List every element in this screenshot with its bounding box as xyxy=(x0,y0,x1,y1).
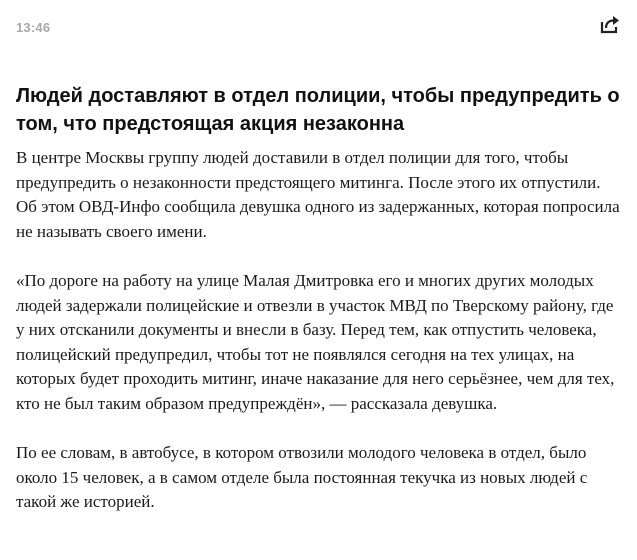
share-icon xyxy=(598,12,622,36)
article-body xyxy=(16,146,622,540)
top-bar xyxy=(0,0,637,60)
article-paragraph: По ее словам, в автобусе, в котором отвозили молодого человека в отдел, было около 15 человек, а в самом отделе была постоянная текучка из новых людей с такой же историей. xyxy=(16,443,588,511)
timestamp: 13:46 xyxy=(16,20,51,35)
article-paragraph: «По дороге на работу на улице Малая Дмитровка его и многих других молодых людей задержали полицейские и отвезли в участок МВД по Тверскому району, где у них отсканили документы и внесли в базу. Перед тем, как отпустить человека, полицейский предупредил, чтобы тот не появлялся сегодня на тех улицах, на которых будет проходить митинг, иначе наказание для него серьёзнее, чем для тех, кто не был таким образом предупреждён», — рассказала девушка. xyxy=(16,271,615,413)
article-title: Людей доставляют в отдел полиции, чтобы предупредить о том, что предстоящая акция незаконна xyxy=(16,85,620,135)
article-paragraph: В центре Москвы группу людей доставили в отдел полиции для того, чтобы предупредить о незаконности предстоящего митинга. После этого их отпустили. Об этом ОВД-Инфо сообщила девушка одного из задержанных, которая попросила не называть своего имени. xyxy=(16,148,620,241)
share-button[interactable] xyxy=(598,12,622,36)
